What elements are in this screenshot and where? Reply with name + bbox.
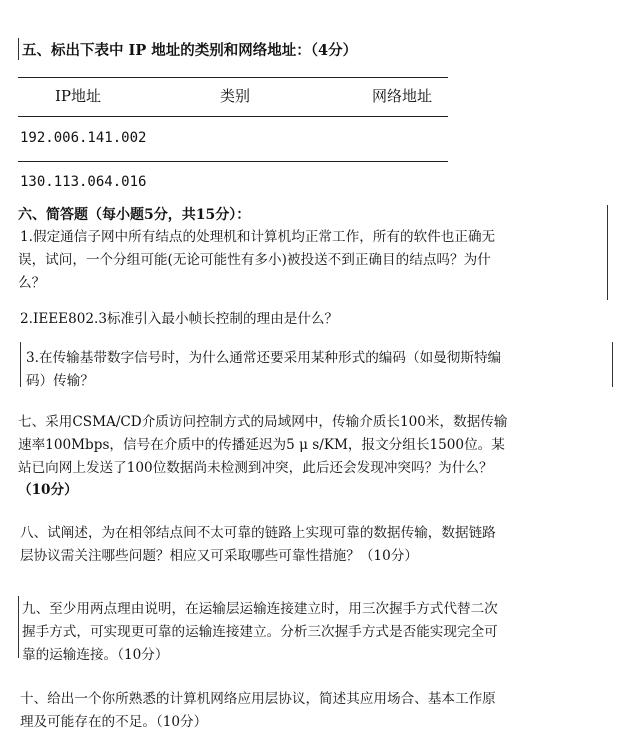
section10-line1: 十、给出一个你所熟悉的计算机网络应用层协议，简述其应用场合、基本工作原 [20, 691, 496, 707]
section6-title: 六、简答题（每小题5分，共15分）： [18, 207, 251, 223]
margin-mark [18, 596, 19, 658]
q1-line2: 误，试问，一个分组可能(无论可能性有多小)被投送不到正确目的结点吗？为什 [18, 252, 491, 268]
margin-mark [607, 205, 608, 300]
margin-mark [18, 38, 19, 60]
section9-line3: 靠的运输连接。（10分） [22, 647, 169, 663]
section7-line2: 速率100Mbps，信号在介质中的传播延迟为5 μ s/KM，报文分组长1500位。某 [18, 437, 505, 453]
table-cell-ip-2: 130.113.064.016 [20, 174, 147, 190]
section7-line4: （10分） [18, 482, 78, 498]
table-header-network: 网络地址 [372, 87, 433, 105]
margin-mark [612, 342, 613, 387]
section10-line2: 理及可能存在的不足。（10分） [20, 714, 208, 730]
q1-line1: 1.假定通信子网中所有结点的处理机和计算机均正常工作，所有的软件也正确无 [20, 229, 496, 245]
table-row-rule [18, 161, 448, 162]
section9-line1: 九、至少用两点理由说明，在运输层运输连接建立时，用三次握手方式代替二次 [22, 601, 498, 617]
margin-mark [20, 342, 21, 387]
table-header-rule [18, 116, 448, 117]
table-header-class: 类别 [220, 87, 251, 105]
section9-line2: 握手方式，可实现更可靠的运输连接建立。分析三次握手方式是否能实现完全可 [22, 624, 498, 640]
q2-line1: 2.IEEE802.3标准引入最小帧长控制的理由是什么？ [20, 311, 339, 327]
section5-title: 五、标出下表中 IP 地址的类别和网络地址：（4分） [22, 42, 358, 59]
section7-line3: 站已向网上发送了100位数据尚未检测到冲突，此后还会发现冲突吗？为什么？ [18, 460, 493, 476]
section7-line1: 七、采用CSMA/CD介质访问控制方式的局域网中，传输介质长100米，数据传输 [18, 414, 508, 430]
table-header-ip: IP地址 [55, 87, 102, 105]
section8-line2: 层协议需关注哪些问题？相应又可采取哪些可靠性措施？（10分） [20, 548, 418, 564]
table-top-rule [18, 77, 448, 78]
section8-line1: 八、试阐述，为在相邻结点间不太可靠的链路上实现可靠的数据传输，数据链路 [20, 525, 496, 541]
table-cell-ip-1: 192.006.141.002 [20, 130, 147, 146]
q3-line2: 码）传输？ [26, 373, 94, 389]
q3-line1: 3.在传输基带数字信号时，为什么通常还要采用某种形式的编码（如曼彻斯特编 [26, 350, 502, 366]
q1-line3: 么？ [18, 275, 46, 291]
